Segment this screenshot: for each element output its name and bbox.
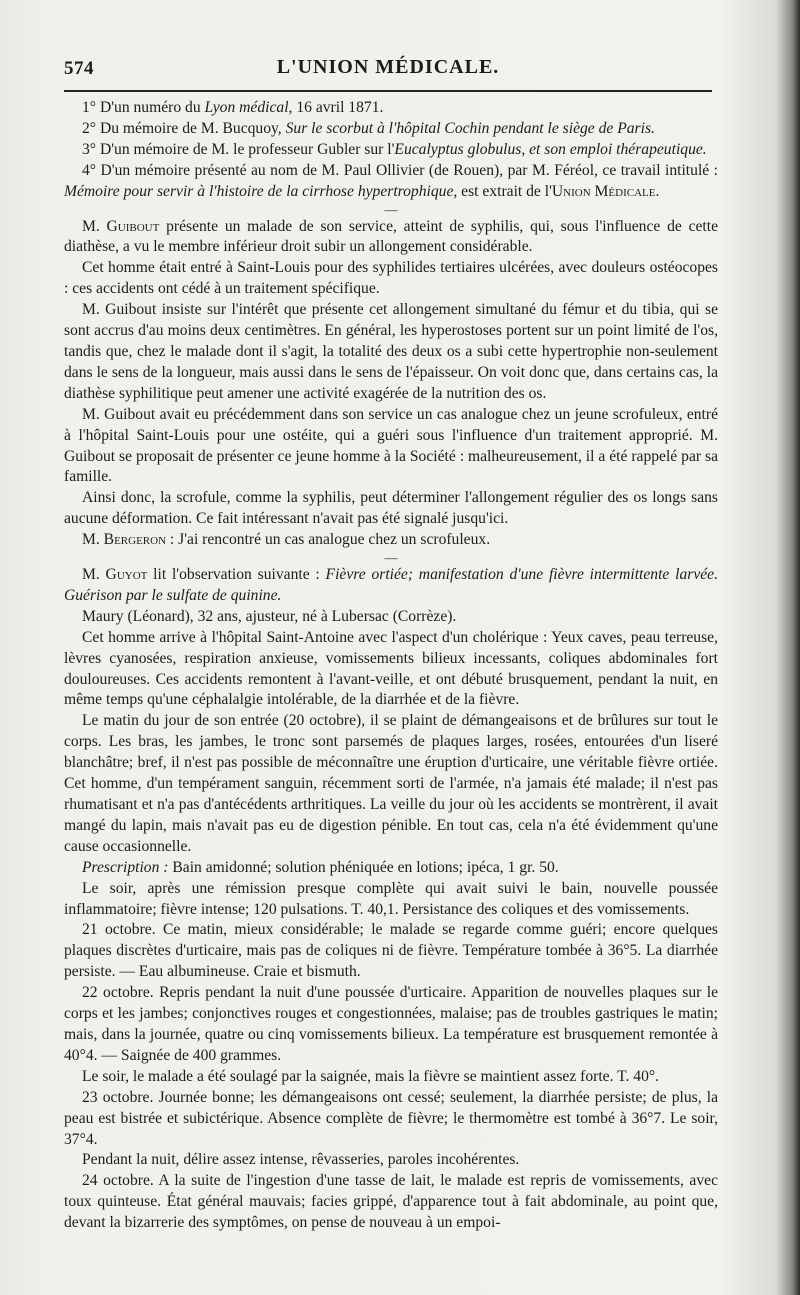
- list-item: 3° D'un mémoire de M. le professeur Gubler sur l'Eucalyptus globulus, et son emploi thérapeutique.: [82, 140, 707, 158]
- paragraph: Ainsi donc, la scrofule, comme la syphilis, peut déterminer l'allongement régulier des os longs sans aucune déformation. Ce fait intéressant n'avait pas été signalé jusqu'ici.: [64, 489, 718, 528]
- running-title: L'UNION MÉDICALE.: [276, 56, 500, 78]
- paragraph: M. Bergeron : J'ai rencontré un cas analogue chez un scrofuleux.: [82, 531, 491, 549]
- section-separator: —: [384, 201, 398, 217]
- paragraph: Le soir, après une rémission presque complète qui avait suivi le bain, nouvelle poussée inflammatoire; fièvre intense; 120 pulsations. T. 40,1. Persistance des coliques et des vomissements.: [64, 879, 718, 918]
- paragraph: M. Guibout insiste sur l'intérêt que présente cet allongement simultané du fémur et du tibia, qui se sont accrus d'au moins deux centimètres. En général, les hyperostoses portent sur un point limité de l'os, tandis que, chez le malade dont il s'agit, la totalité des deux os a subi cette hypertrophie non-seulement dans le sens de la longueur, mais aussi dans le sens de l'épaisseur. On voit donc que, dans certains cas, la diathèse syphilitique peut amener une activité exagérée de la nutrition des os.: [64, 301, 718, 402]
- observation-title: Fièvre ortiée; manifestation d'une fièvre intermittente larvée. Guérison par le sulfate de quinine.: [64, 566, 718, 604]
- speaker-name: M. Bergeron: [82, 531, 167, 549]
- speaker-name: M. Guyot: [82, 566, 148, 584]
- paragraph: M. Guyot lit l'observation suivante : Fièvre ortiée; manifestation d'une fièvre intermittente larvée. Guérison par le sulfate de quinine.: [64, 566, 718, 604]
- paragraph: M. Guibout avait eu précédemment dans son service un cas analogue chez un jeune scrofuleux, entré à l'hôpital Saint-Louis pour une ostéite, qui a guéri sous l'influence d'un traitement approprié. M. Guibout se proposait de présenter ce jeune homme à la Société : malheureusement, il a été rappelé par sa famille.: [64, 405, 718, 486]
- list-item: 1° D'un numéro du Lyon médical, 16 avril 1871.: [82, 99, 384, 116]
- paragraph: 23 octobre. Journée bonne; les démangeaisons ont cessé; seulement, la diarrhée persiste; de plus, la peau est bistrée et subictérique. Absence complète de fièvre; le thermomètre est tombé à 36°7. Le soir, 37°4.: [64, 1088, 718, 1148]
- speaker-name: M. Guibout: [82, 217, 160, 235]
- paragraph: 21 octobre. Ce matin, mieux considérable; le malade se regarde comme guéri; encore quelques plaques discrètes d'urticaire, mais pas de coliques ni de fièvre. Température tombée à 36°5. La diarrhée persiste. — Eau albumineuse. Craie et bismuth.: [64, 921, 718, 981]
- paragraph: Cet homme arrive à l'hôpital Saint-Antoine avec l'aspect d'un cholérique : Yeux caves, peau terreuse, lèvres cyanosées, respiration anxieuse, vomissements bilieux incessants, coliques abdominales fort douloureuses. Ces accidents remontent à l'avant-veille, et ont débuté brusquement, pendant la nuit, en même temps qu'une céphalalgie intolérable, de la diarrhée et de la fièvre.: [64, 628, 718, 709]
- paragraph: 22 octobre. Repris pendant la nuit d'une poussée d'urticaire. Apparition de nouvelles plaques sur le corps et les jambes; conjonctives rouges et congestionnées, malaise; pas de troubles gastriques le matin; mais, dans la journée, quatre ou cinq vomissements bilieux. La température est brusquement remontée à 40°4. — Saignée de 400 grammes.: [64, 984, 718, 1064]
- list-item: 2° Du mémoire de M. Bucquoy, Sur le scorbut à l'hôpital Cochin pendant le siège de Paris.: [82, 119, 655, 137]
- paragraph: M. Guibout présente un malade de son service, atteint de syphilis, qui, sous l'influence de cette diathèse, a vu le membre inférieur droit subir un allongement considérable.: [64, 217, 718, 256]
- paragraph: Le matin du jour de son entrée (20 octobre), il se plaint de démangeaisons et de brûlures sur tout le corps. Les bras, les jambes, le tronc sont parsemés de plaques larges, rosées, entourées d'un liseré blanchâtre; bref, il n'est pas possible de méconnaître une éruption d'urticaire, une véritable fièvre ortiée. Cet homme, d'un tempérament sanguin, récemment sorti de l'armée, n'a jamais été malade; il n'est pas rhumatisant et n'a pas d'antécédents arthritiques. La veille du jour où les accidents se montrèrent, il avait mangé du lapin, mais n'avait pas eu de digestion pénible. En tout cas, cela n'a été évidemment qu'une cause occasionnelle.: [64, 712, 718, 855]
- list-item: 4° D'un mémoire présenté au nom de M. Paul Ollivier (de Rouen), par M. Féréol, ce travail intitulé : Mémoire pour servir à l'histoire de la cirrhose hypertrophique, est extrait de l'Union Médicale.: [64, 161, 718, 200]
- header-rule: [64, 90, 712, 92]
- article-body: [64, 98, 718, 1234]
- page-header: [64, 56, 712, 86]
- page-number: 574: [64, 58, 94, 79]
- paragraph: Pendant la nuit, délire assez intense, rêvasseries, paroles incohérentes.: [82, 1151, 520, 1169]
- paragraph: Maury (Léonard), 32 ans, ajusteur, né à Lubersac (Corrèze).: [82, 607, 457, 625]
- paragraph: Prescription : Bain amidonné; solution phéniquée en lotions; ipéca, 1 gr. 50.: [82, 858, 559, 876]
- paragraph: Le soir, le malade a été soulagé par la saignée, mais la fièvre se maintient assez forte. T. 40°.: [82, 1067, 660, 1085]
- section-separator: —: [384, 550, 398, 566]
- paragraph: 24 octobre. A la suite de l'ingestion d'une tasse de lait, le malade est repris de vomissements, avec toux quinteuse. État général mauvais; facies grippé, d'apparence tout à fait abdominale, au point que, devant la bizarrerie des symptômes, on pense de nouveau à un empoi-: [64, 1172, 718, 1232]
- paragraph: Cet homme était entré à Saint-Louis pour des syphilides tertiaires ulcérées, avec douleurs ostéocopes : ces accidents ont cédé à un traitement spécifique.: [64, 259, 718, 298]
